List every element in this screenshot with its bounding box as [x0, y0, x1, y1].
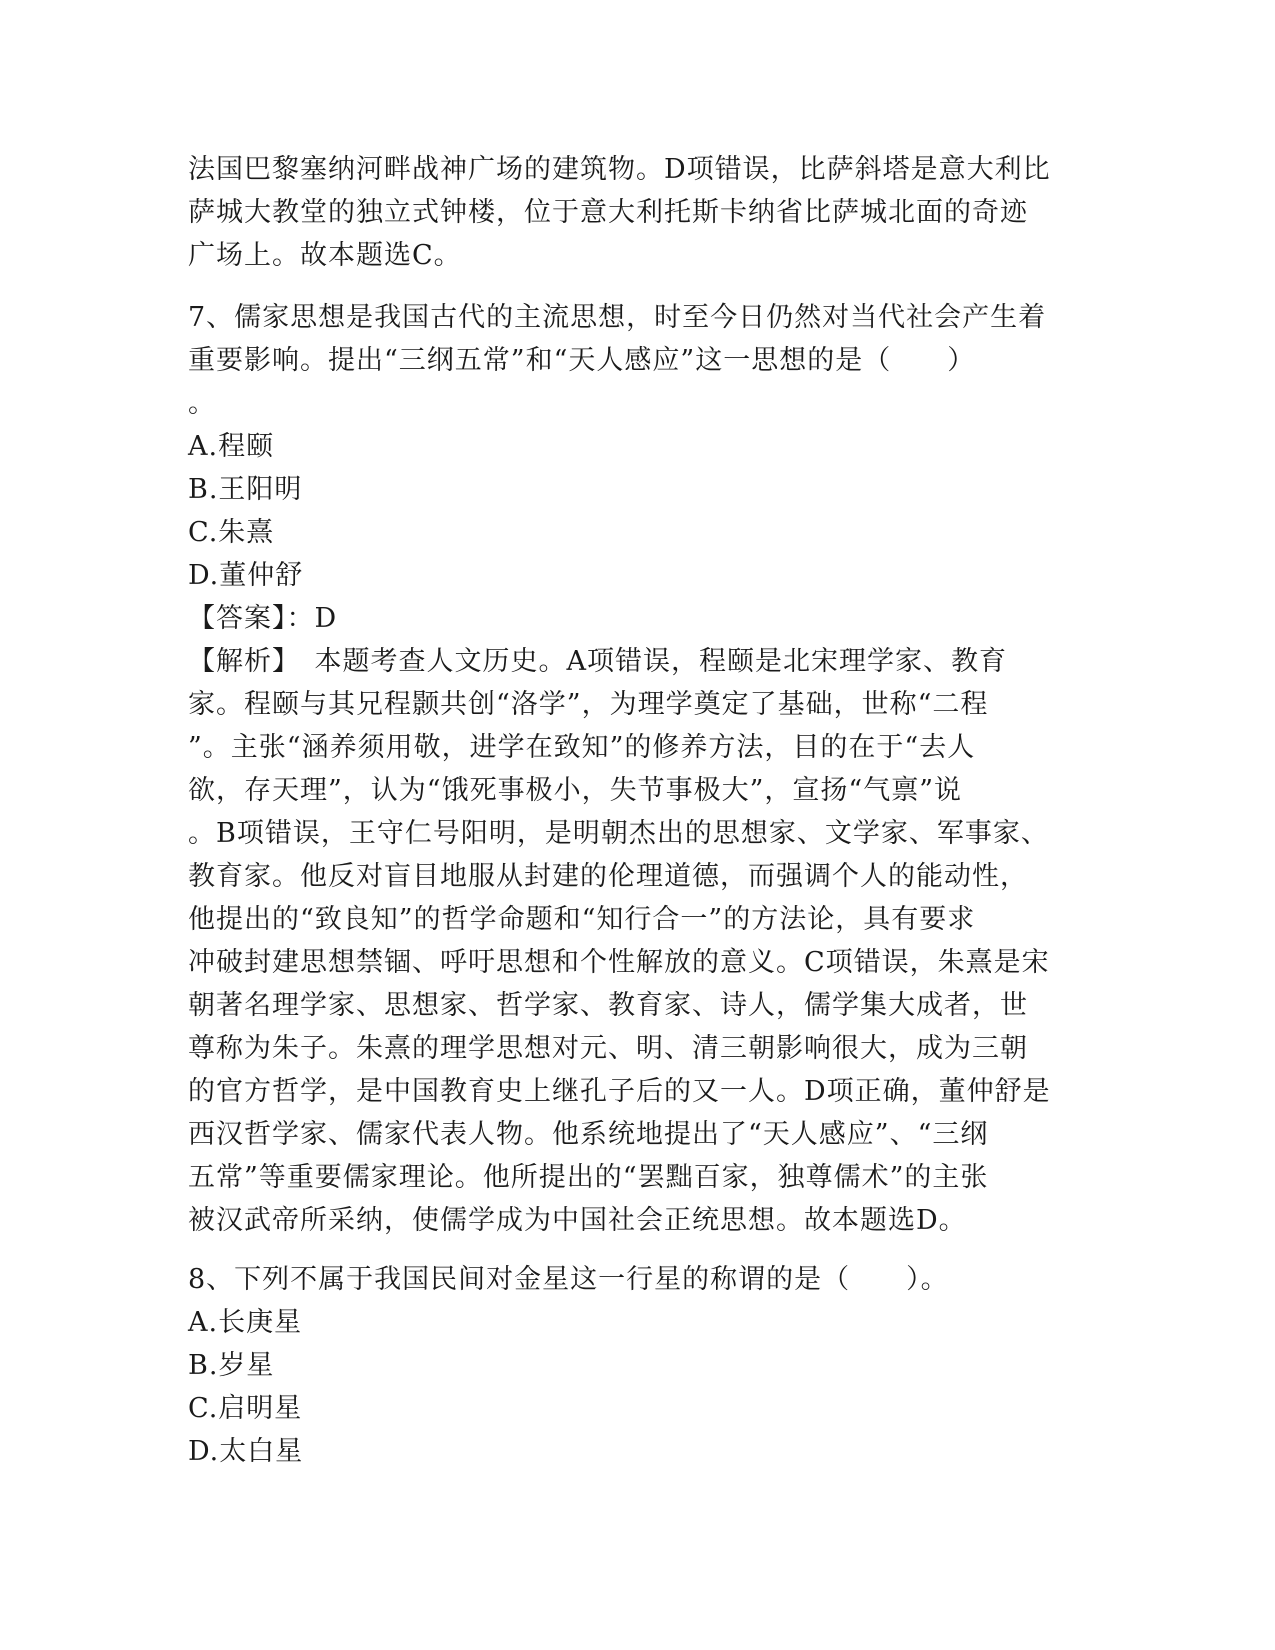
analysis-line: 冲破封建思想禁锢、呼吁思想和个性解放的意义。C项错误，朱熹是宋 [188, 947, 1050, 978]
option-b: B.岁星 [188, 1350, 275, 1381]
previous-explanation-tail [188, 148, 1078, 277]
analysis-line: ”。主张“涵养须用敬，进学在致知”的修养方法，目的在于“去人 [188, 732, 976, 763]
analysis-line: 朝著名理学家、思想家、哲学家、教育家、诗人，儒学集大成者，世 [188, 990, 1028, 1021]
analysis-line: 教育家。他反对盲目地服从封建的伦理道德，而强调个人的能动性， [188, 861, 1028, 892]
analysis-line: 五常”等重要儒家理论。他所提出的“罢黜百家，独尊儒术”的主张 [188, 1162, 989, 1193]
analysis-line: 西汉哲学家、儒家代表人物。他系统地提出了“天人感应”、“三纲 [188, 1119, 989, 1150]
question-stem-line: 8、下列不属于我国民间对金星这一行星的称谓的是（ ）。 [188, 1264, 949, 1295]
analysis-line: 尊称为朱子。朱熹的理学思想对元、明、清三朝影响很大，成为三朝 [188, 1033, 1028, 1064]
option-d: D.太白星 [188, 1436, 304, 1467]
option-c: C.启明星 [188, 1393, 303, 1424]
question-stem-line: 。 [188, 388, 216, 419]
analysis-line: 的官方哲学，是中国教育史上继孔子后的又一人。D项正确，董仲舒是 [188, 1076, 1051, 1107]
analysis-line: 。B项错误，王守仁号阳明，是明朝杰出的思想家、文学家、军事家、 [188, 818, 1049, 849]
option-a: A.长庚星 [188, 1307, 303, 1338]
analysis-line: 家。程颐与其兄程颢共创“洛学”，为理学奠定了基础，世称“二程 [188, 689, 989, 720]
option-b: B.王阳明 [188, 474, 303, 505]
option-c: C.朱熹 [188, 517, 275, 548]
text-line: 广场上。故本题选C。 [188, 240, 462, 271]
analysis-line: 欲，存天理”，认为“饿死事极小，失节事极大”，宣扬“气禀”说 [188, 775, 963, 806]
analysis-line: 【解析】 本题考查人文历史。A项错误，程颐是北宋理学家、教育 [188, 646, 1007, 677]
text-line: 萨城大教堂的独立式钟楼，位于意大利托斯卡纳省比萨城北面的奇迹 [188, 197, 1028, 228]
analysis-line: 他提出的“致良知”的哲学命题和“知行合一”的方法论，具有要求 [188, 904, 976, 935]
answer-line: 【答案】：D [188, 603, 338, 634]
question-8 [188, 1258, 1078, 1473]
text-line: 法国巴黎塞纳河畔战神广场的建筑物。D项错误，比萨斜塔是意大利比 [188, 154, 1051, 185]
option-d: D.董仲舒 [188, 560, 304, 591]
analysis-line: 被汉武帝所采纳，使儒学成为中国社会正统思想。故本题选D。 [188, 1205, 967, 1236]
option-a: A.程颐 [188, 431, 275, 462]
question-7 [188, 296, 1078, 1242]
question-stem-line: 7、儒家思想是我国古代的主流思想，时至今日仍然对当代社会产生着 [188, 302, 1047, 333]
question-stem-line: 重要影响。提出“三纲五常”和“天人感应”这一思想的是（ ） [188, 345, 976, 376]
